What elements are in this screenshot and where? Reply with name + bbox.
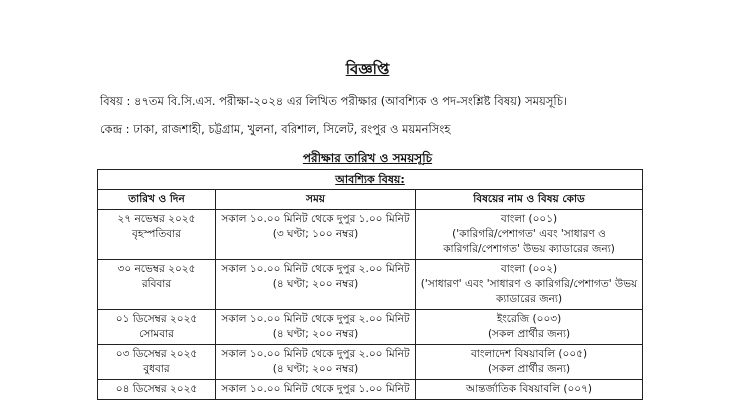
subject-cell — [416, 310, 643, 345]
header-date: তারিখ ও দিন — [98, 190, 216, 210]
subject-cell — [416, 210, 643, 260]
day: সোমবার — [139, 328, 174, 340]
exam-schedule-table — [97, 169, 643, 400]
date-cell — [98, 310, 216, 345]
table-row — [98, 210, 643, 260]
date: ২৭ নভেম্বর ২০২৫ — [117, 213, 196, 225]
subject-line: (সকল প্রার্থীর জন্য) — [487, 363, 571, 375]
subject-cell — [416, 380, 643, 400]
time-cell — [216, 310, 416, 345]
time: সকাল ১০.০০ মিনিট থেকে দুপুর ২.০০ মিনিট — [221, 263, 410, 275]
subject-line: ক্যাডারের জন্য) — [495, 293, 563, 305]
duration: (৩ ঘণ্টা; ১০০ নম্বর) — [272, 228, 359, 240]
time: সকাল ১০.০০ মিনিট থেকে দুপুর ১.০০ মিনিট — [221, 213, 410, 225]
subject-line: ('সাধারণ' এবং 'সাধারণ ও কারিগরি/পেশাগত' উভয় — [420, 278, 638, 290]
duration: (৪ ঘণ্টা; ২০০ নম্বর) — [272, 363, 359, 375]
subject-line: বাংলাদেশ বিষয়াবলি (০০৫) — [470, 348, 588, 360]
subject-cell — [416, 260, 643, 310]
time: সকাল ১০.০০ মিনিট থেকে দুপুর ২.০০ মিনিট — [221, 348, 410, 360]
subject-line: বাংলা (০০২) — [500, 263, 558, 275]
duration: (৪ ঘণ্টা; ২০০ নম্বর) — [272, 278, 359, 290]
subject-line: কারিগরি/পেশাগত' উভয় ক্যাডারের জন্য) — [443, 243, 615, 255]
date-cell — [98, 210, 216, 260]
subject-line: আন্তর্জাতিক বিষয়াবলি (০০৭) — [465, 383, 593, 395]
time-cell — [216, 345, 416, 380]
date-cell — [98, 260, 216, 310]
date: ০৩ ডিসেম্বর ২০২৫ — [115, 348, 198, 360]
duration: (৪ ঘণ্টা; ২০০ নম্বর) — [272, 328, 359, 340]
date: ৩০ নভেম্বর ২০২৫ — [117, 263, 196, 275]
subject-line: বাংলা (০০১) — [500, 213, 558, 225]
day: রবিবার — [141, 278, 172, 290]
section-label: আবশ্যিক বিষয়: — [98, 170, 643, 190]
day: বুধবার — [143, 363, 170, 375]
time: সকাল ১০.০০ মিনিট থেকে দুপুর ১.০০ মিনিট — [221, 383, 410, 395]
time-cell — [216, 380, 416, 400]
section-row — [98, 170, 643, 190]
subject-line: ('কারিগরি/পেশাগত' এবং 'সাধারণ ও — [452, 228, 606, 240]
subject-cell — [416, 345, 643, 380]
date-cell — [98, 345, 216, 380]
time-cell — [216, 260, 416, 310]
centers-line: কেন্দ্র : ঢাকা, রাজশাহী, চট্টগ্রাম, খুলনা, বরিশাল, সিলেট, রংপুর ও ময়মনসিংহ — [100, 122, 451, 136]
header-subject: বিষয়ের নাম ও বিষয় কোড — [416, 190, 643, 210]
date-cell — [98, 380, 216, 400]
date: ০১ ডিসেম্বর ২০২৫ — [115, 313, 198, 325]
notice-title: বিজ্ঞপ্তি — [345, 60, 390, 78]
day: বৃহস্পতিবার — [132, 228, 181, 240]
subject-line: বিষয় : ৪৭তম বি.সি.এস. পরীক্ষা-২০২৪ এর লিখিত পরীক্ষার (আবশ্যিক ও পদ-সংশ্লিষ্ট বিষয়) সময়সূচি। — [100, 94, 568, 108]
date: ০৪ ডিসেম্বর ২০২৫ — [115, 383, 198, 395]
time: সকাল ১০.০০ মিনিট থেকে দুপুর ২.০০ মিনিট — [221, 313, 410, 325]
table-row — [98, 345, 643, 380]
time-cell — [216, 210, 416, 260]
schedule-heading: পরীক্ষার তারিখ ও সময়সূচি — [302, 151, 433, 165]
subject-line: ইংরেজি (০০৩) — [496, 313, 562, 325]
table-row — [98, 380, 643, 400]
subject-line: (সকল প্রার্থীর জন্য) — [487, 328, 571, 340]
table-row — [98, 260, 643, 310]
header-row — [98, 190, 643, 210]
table-row — [98, 310, 643, 345]
header-time: সময় — [216, 190, 416, 210]
